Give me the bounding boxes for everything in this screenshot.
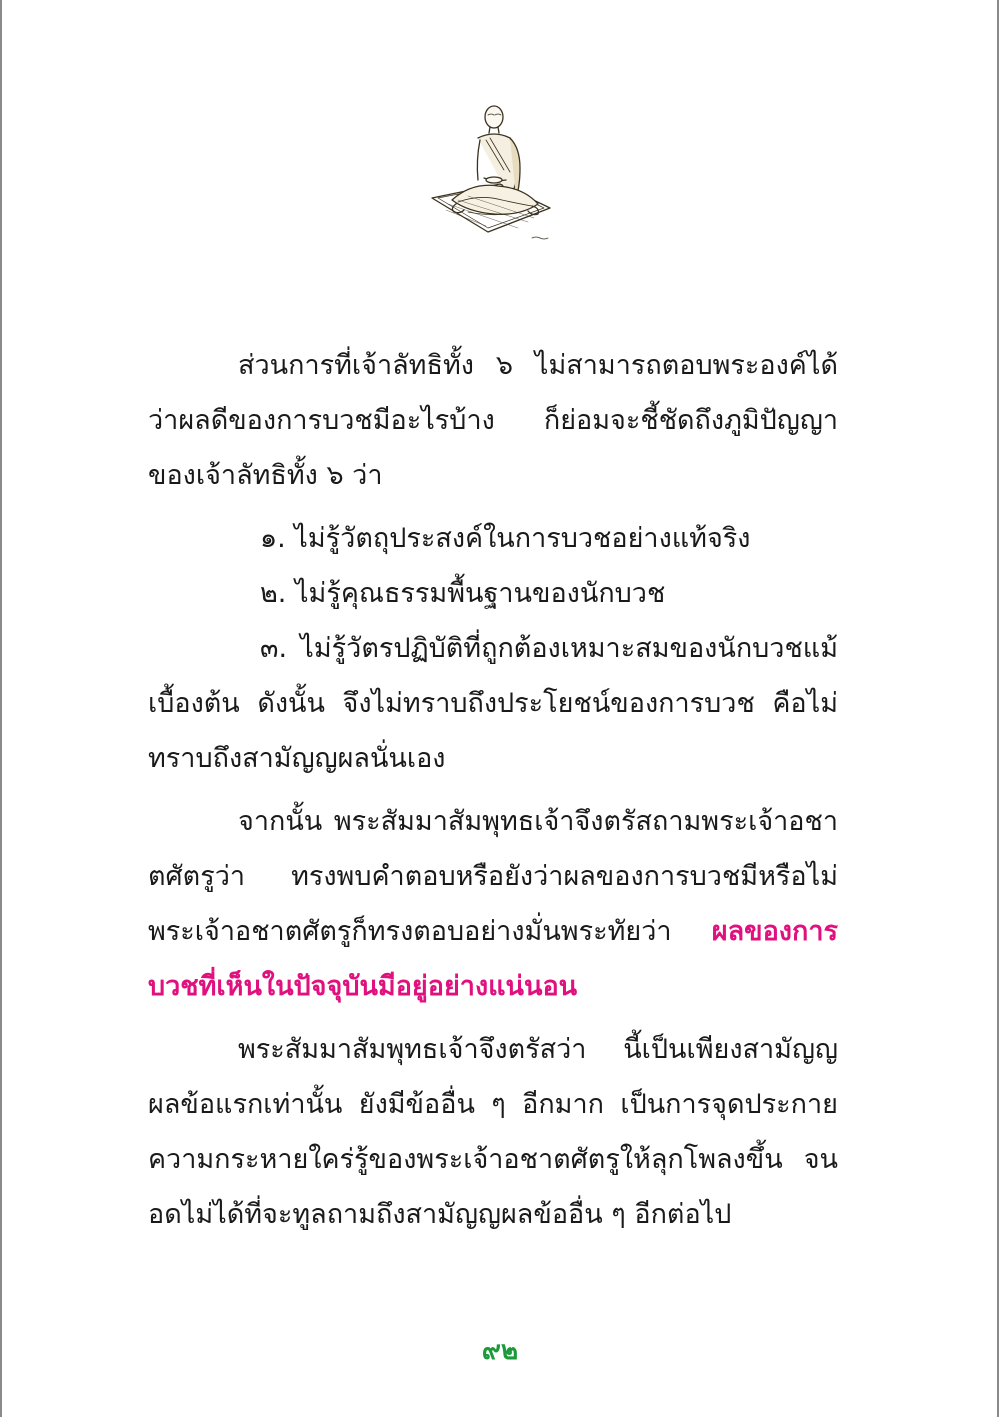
paragraph-question (148, 794, 838, 1014)
paragraph-question-text: จากนั้น พระสัมมาสัมพุทธเจ้าจึงตรัสถามพระเจ้าอชาตศัตรูว่า ทรงพบคำตอบหรือยังว่าผลของการบวชมีหรือไม่ พระเจ้าอชาตศัตรูก็ทรงตอบอย่างมั่นพระทัยว่า (148, 806, 838, 947)
paragraph-intro: ส่วนการที่เจ้าลัทธิทั้ง ๖ ไม่สามารถตอบพระองค์ได้ว่าผลดีของการบวชมีอะไรบ้าง ก็ย่อมจะชี้ชัดถึงภูมิปัญญาของเจ้าลัทธิทั้ง ๖ ว่า (148, 350, 838, 491)
paragraph-conclusion: พระสัมมาสัมพุทธเจ้าจึงตรัสว่า นี้เป็นเพียงสามัญญผลข้อแรกเท่านั้น ยังมีข้ออื่น ๆ อีกมาก เป็นการจุดประกายความกระหายใคร่รู้ของพระเจ้าอชาตศัตรูให้ลุกโพลงขึ้น จนอดไม่ได้ที่จะทูลถามถึงสามัญญผลข้ออื่น ๆ อีกต่อไป (148, 1034, 838, 1230)
list-item-2: ๒. ไม่รู้คุณธรรมพื้นฐานของนักบวช (260, 578, 666, 609)
seated-monk-illustration (428, 100, 560, 250)
list-item-3-paragraph: ๓. ไม่รู้วัตรปฏิบัติที่ถูกต้องเหมาะสมของนักบวชแม้เบื้องต้น ดังนั้น จึงไม่ทราบถึงประโยชน์ของการบวช คือไม่ทราบถึงสามัญญผลนั่นเอง (148, 633, 838, 774)
highlighted-answer: ผลของการบวชที่เห็นในปัจจุบันมีอยู่อย่างแน่นอน (148, 916, 838, 1002)
page-number: ๙๒ (481, 1336, 519, 1366)
body-text (148, 338, 838, 1242)
list-item-1: ๑. ไม่รู้วัตถุประสงค์ในการบวชอย่างแท้จริง (260, 523, 751, 554)
